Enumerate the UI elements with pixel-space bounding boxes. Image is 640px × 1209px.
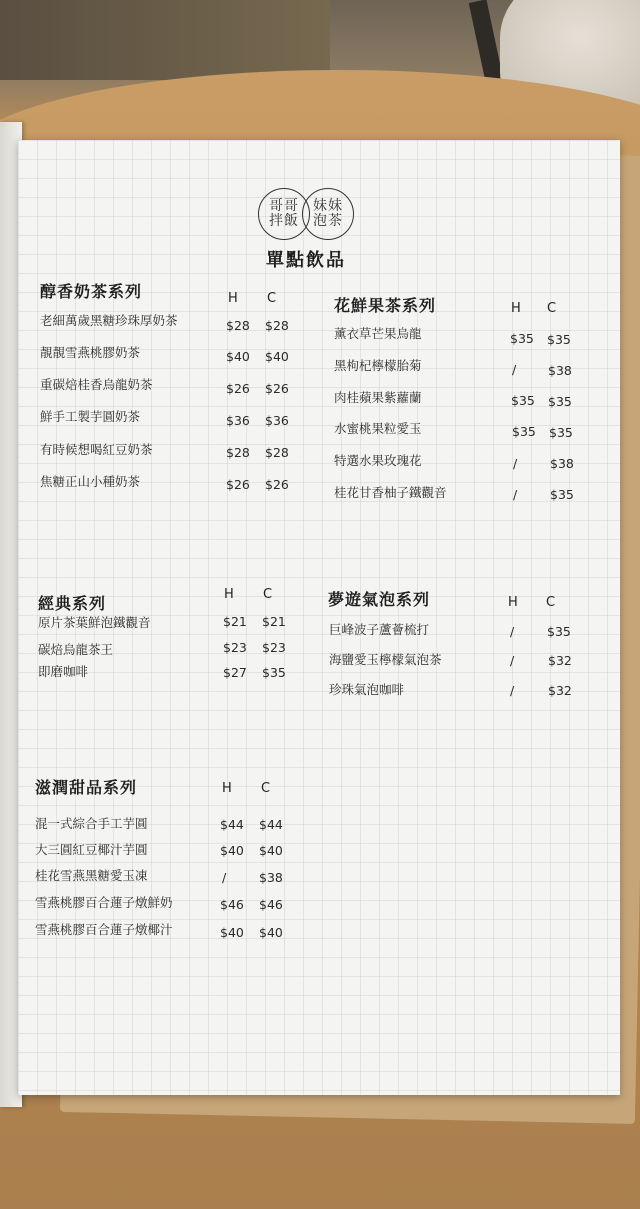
price-hot: / xyxy=(513,456,518,471)
menu-item: 雪燕桃膠百合蓮子燉鮮奶 xyxy=(35,895,173,910)
price-cold: $40 xyxy=(259,843,283,858)
menu-item: 碳焙烏龍茶王 xyxy=(38,642,114,657)
price-cold: $46 xyxy=(259,897,283,912)
price-hot: $27 xyxy=(223,665,247,680)
menu-item: 老細萬歲黑糖珍珠厚奶茶 xyxy=(40,313,178,328)
col-h-dessert: H xyxy=(222,781,232,796)
price-hot: / xyxy=(222,870,227,885)
col-h-fruit-tea: H xyxy=(511,301,521,316)
background-wall xyxy=(0,0,330,80)
menu-item: 桂花雪燕黑糖愛玉凍 xyxy=(35,868,148,883)
menu-item: 混一式綜合手工芋圓 xyxy=(35,816,148,831)
price-hot: / xyxy=(510,624,515,639)
price-cold: $26 xyxy=(265,381,289,396)
price-hot: $23 xyxy=(223,640,247,655)
price-hot: $28 xyxy=(226,445,250,460)
menu-item: 特選水果玫瑰花 xyxy=(334,453,422,468)
price-hot: $36 xyxy=(226,413,250,428)
col-c-milk-tea: C xyxy=(267,291,277,306)
price-hot: $35 xyxy=(512,424,536,439)
price-cold: $35 xyxy=(550,487,574,502)
col-h-classic: H xyxy=(224,587,234,602)
price-hot: $46 xyxy=(220,897,244,912)
menu-item: 大三圓紅豆椰汁芋圓 xyxy=(35,842,148,857)
price-hot: $40 xyxy=(220,925,244,940)
price-cold: $40 xyxy=(259,925,283,940)
price-cold: $35 xyxy=(547,624,571,639)
section-title-sparkling: 夢遊氣泡系列 xyxy=(328,590,431,609)
price-hot: $21 xyxy=(223,614,247,629)
page-title: 單點飲品 xyxy=(266,250,346,271)
price-hot: $35 xyxy=(510,331,534,346)
price-cold: $28 xyxy=(265,318,289,333)
menu-item: 原片茶葉鮮泡鐵觀音 xyxy=(38,615,151,630)
price-cold: $40 xyxy=(265,349,289,364)
section-title-fruit-tea: 花鮮果茶系列 xyxy=(334,296,437,315)
menu-item: 桂花甘香柚子鐵觀音 xyxy=(334,485,447,500)
price-hot: $26 xyxy=(226,477,250,492)
price-cold: $44 xyxy=(259,817,283,832)
price-cold: $38 xyxy=(550,456,574,471)
menu-item: 肉桂蘋果紫蘿蘭 xyxy=(334,390,422,405)
menu-item: 海鹽愛玉檸檬氣泡茶 xyxy=(329,652,442,667)
price-cold: $32 xyxy=(548,653,572,668)
logo-right-text: 妹妹泡茶 xyxy=(313,198,343,229)
price-hot: / xyxy=(510,683,515,698)
section-title-milk-tea: 醇香奶茶系列 xyxy=(40,282,143,301)
price-hot: $44 xyxy=(220,817,244,832)
price-cold: $38 xyxy=(259,870,283,885)
price-hot: $40 xyxy=(226,349,250,364)
price-cold: $35 xyxy=(549,425,573,440)
price-cold: $26 xyxy=(265,477,289,492)
price-cold: $35 xyxy=(548,394,572,409)
menu-item: 薰衣草芒果烏龍 xyxy=(334,326,422,341)
menu-item: 黑枸杞檸檬胎菊 xyxy=(334,358,422,373)
price-cold: $38 xyxy=(548,363,572,378)
price-cold: $21 xyxy=(262,614,286,629)
section-title-dessert: 滋潤甜品系列 xyxy=(35,778,138,797)
price-hot: / xyxy=(510,653,515,668)
menu-item: 鮮手工製芋圓奶茶 xyxy=(40,409,141,424)
price-cold: $35 xyxy=(547,332,571,347)
menu-item: 水蜜桃果粒愛玉 xyxy=(334,421,422,436)
price-hot: $35 xyxy=(511,393,535,408)
col-h-sparkling: H xyxy=(508,595,518,610)
logo-right-circle xyxy=(302,188,354,240)
menu-item: 重碳焙桂香烏龍奶茶 xyxy=(40,377,153,392)
menu-item: 靚靚雪燕桃膠奶茶 xyxy=(40,345,141,360)
logo-left-text: 哥哥拌飯 xyxy=(269,198,299,229)
shop-logo xyxy=(258,188,354,240)
col-h-milk-tea: H xyxy=(228,291,238,306)
menu-item: 即磨咖啡 xyxy=(38,664,89,679)
price-hot: / xyxy=(512,362,517,377)
col-c-classic: C xyxy=(263,587,273,602)
menu-item: 雪燕桃膠百合蓮子燉椰汁 xyxy=(35,922,173,937)
price-cold: $28 xyxy=(265,445,289,460)
price-hot: $28 xyxy=(226,318,250,333)
menu-item: 有時候想喝紅豆奶茶 xyxy=(40,442,153,457)
col-c-fruit-tea: C xyxy=(547,301,557,316)
col-c-dessert: C xyxy=(261,781,271,796)
menu-item: 巨峰波子蘆薈梳打 xyxy=(329,622,430,637)
price-cold: $32 xyxy=(548,683,572,698)
price-cold: $23 xyxy=(262,640,286,655)
price-cold: $36 xyxy=(265,413,289,428)
price-cold: $35 xyxy=(262,665,286,680)
menu-item: 珍珠氣泡咖啡 xyxy=(329,682,405,697)
col-c-sparkling: C xyxy=(546,595,556,610)
section-title-classic: 經典系列 xyxy=(38,594,107,613)
price-hot: $26 xyxy=(226,381,250,396)
menu-item: 焦糖正山小種奶茶 xyxy=(40,474,141,489)
price-hot: / xyxy=(513,487,518,502)
price-hot: $40 xyxy=(220,843,244,858)
